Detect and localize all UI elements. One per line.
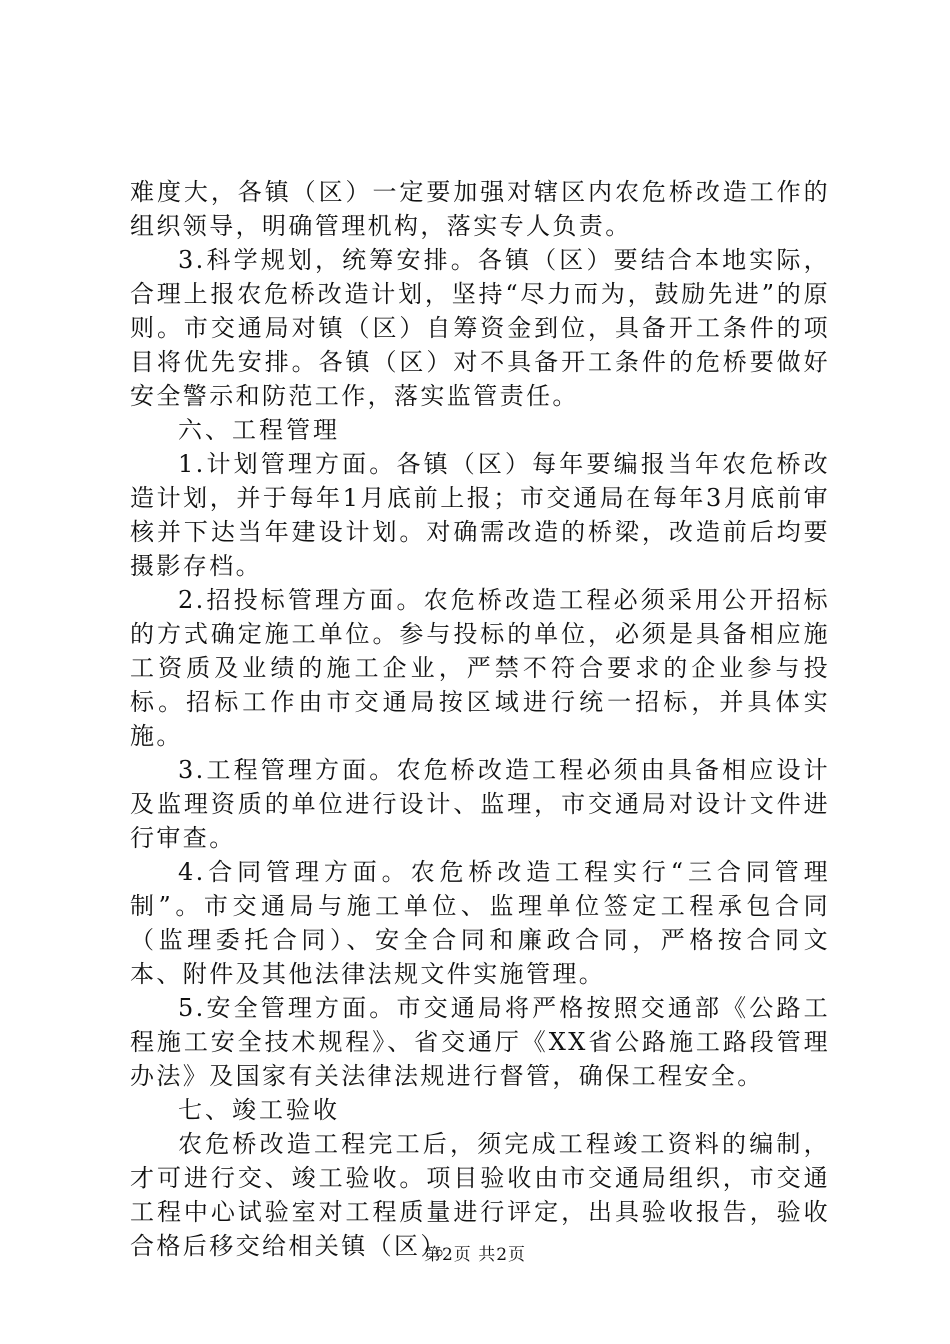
paragraph-item-2-bidding-management: 2.招投标管理方面。农危桥改造工程必须采用公开招标的方式确定施工单位。参与投标的单位，必须是具备相应施工资质及业绩的施工企业，严禁不符合要求的企业参与投标。招标工作由市交通局按区域进行统一招标，并具体实施。 <box>130 586 830 750</box>
paragraph-item-3-planning: 3.科学规划，统筹安排。各镇（区）要结合本地实际，合理上报农危桥改造计划，坚持“尽力而为，鼓励先进”的原则。市交通局对镇（区）自筹资金到位，具备开工条件的项目将优先安排。各镇（区）对不具备开工条件的危桥要做好安全警示和防范工作，落实监管责任。 <box>130 246 830 410</box>
paragraph-item-1-plan-management: 1.计划管理方面。各镇（区）每年要编报当年农危桥改造计划，并于每年1月底前上报；市交通局在每年3月底前审核并下达当年建设计划。对确需改造的桥梁，改造前后均要摄影存档。 <box>130 450 830 580</box>
paragraph-item-5-safety-management: 5.安全管理方面。市交通局将严格按照交通部《公路工程施工安全技术规程》、省交通厅《XX省公路施工路段管理办法》及国家有关法律法规进行督管，确保工程安全。 <box>130 994 830 1090</box>
paragraph-item-4-contract-management: 4.合同管理方面。农危桥改造工程实行“三合同管理制”。市交通局与施工单位、监理单位签定工程承包合同（监理委托合同）、安全合同和廉政合同，严格按合同文本、附件及其他法律法规文件实施管理。 <box>130 858 830 988</box>
document-body <box>130 175 830 1263</box>
section-heading-engineering-management: 六、工程管理 <box>178 416 340 444</box>
paragraph-item-3-engineering-management: 3.工程管理方面。农危桥改造工程必须由具备相应设计及监理资质的单位进行设计、监理，市交通局对设计文件进行审查。 <box>130 756 830 852</box>
page-number-footer: 第2页 共2页 <box>423 1245 527 1265</box>
paragraph-continuation: 难度大，各镇（区）一定要加强对辖区内农危桥改造工作的组织领导，明确管理机构，落实专人负责。 <box>130 178 830 240</box>
paragraph-acceptance: 农危桥改造工程完工后，须完成工程竣工资料的编制，才可进行交、竣工验收。项目验收由市交通局组织，市交通工程中心试验室对工程质量进行评定，出具验收报告，验收合格后移交给相关镇（区）。 <box>130 1130 830 1260</box>
section-heading-completion-acceptance: 七、竣工验收 <box>178 1096 340 1124</box>
